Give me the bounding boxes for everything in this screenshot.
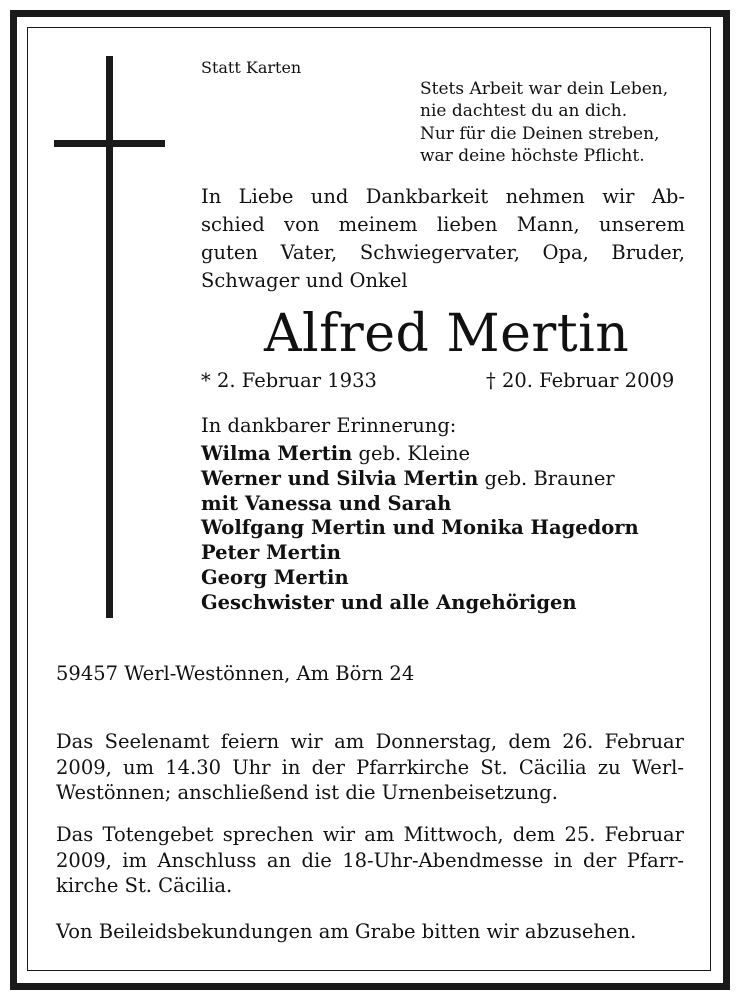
family-member — [201, 516, 639, 541]
intro-text — [201, 183, 685, 295]
intro-line: schied von meinem lieben Mann, unserem — [201, 213, 685, 236]
family-member — [201, 541, 639, 566]
family-member-note: geb. Kleine — [352, 442, 471, 465]
address: 59457 Werl-Westönnen, Am Börn 24 — [56, 662, 415, 685]
poem-line: Nur für die Deinen streben, — [420, 123, 660, 144]
family-member — [201, 591, 639, 616]
family-member — [201, 467, 639, 492]
deceased-name: Alfred Mertin — [264, 304, 630, 364]
prayer-line: Das Totengebet sprechen wir am Mittwoch, dem 25. Februar — [56, 823, 684, 846]
poem-line: Stets Arbeit war dein Leben, — [420, 79, 669, 99]
header-note: Statt Karten — [201, 58, 302, 77]
poem-line: nie dachtest du an dich. — [420, 101, 628, 122]
prayer-line: 2009, im Anschluss an die 18-Uhr-Abendmesse in der Pfarr- — [56, 848, 684, 872]
death-date: † 20. Februar 2009 — [486, 369, 675, 392]
poem-line: war deine höchste Pflicht. — [420, 145, 645, 166]
family-list — [201, 442, 639, 616]
birth-date: * 2. Februar 1933 — [201, 369, 377, 392]
family-member-name: Werner und Silvia Mertin — [201, 466, 479, 490]
intro-line: Schwager und Onkel — [201, 269, 408, 292]
service-line: Westönnen; anschließend ist die Urnenbeisetzung. — [56, 781, 558, 804]
service-paragraph — [56, 729, 684, 806]
family-member-name: Peter Mertin — [201, 541, 341, 565]
family-member — [201, 566, 639, 591]
prayer-line: kirche St. Cäcilia. — [56, 874, 233, 897]
memory-heading: In dankbarer Erinnerung: — [201, 414, 457, 437]
family-member-name: Wilma Mertin — [201, 442, 353, 465]
closing-note: Von Beileidsbekundungen am Grabe bitten wir abzusehen. — [56, 920, 637, 943]
service-line: 2009, um 14.30 Uhr in der Pfarrkirche St. Cäcilia zu Werl- — [56, 755, 684, 779]
family-member-name: Georg Mertin — [201, 565, 349, 589]
family-member-note: geb. Brauner — [478, 466, 615, 490]
intro-line: In Liebe und Dankbarkeit nehmen wir Ab- — [201, 185, 685, 208]
family-member-name: mit Vanessa und Sarah — [201, 491, 452, 515]
poem-verse — [420, 78, 668, 167]
intro-line: guten Vater, Schwiegervater, Opa, Bruder, — [201, 241, 685, 264]
prayer-paragraph — [56, 822, 684, 899]
family-member-name: Geschwister und alle Angehörigen — [201, 590, 577, 614]
cross-icon-horizontal-bar — [54, 140, 165, 147]
family-member — [201, 492, 639, 517]
family-member-name: Wolfgang Mertin und Monika Hagedorn — [201, 516, 639, 540]
service-line: Das Seelenamt feiern wir am Donnerstag, dem 26. Februar — [56, 730, 684, 753]
family-member — [201, 442, 639, 467]
